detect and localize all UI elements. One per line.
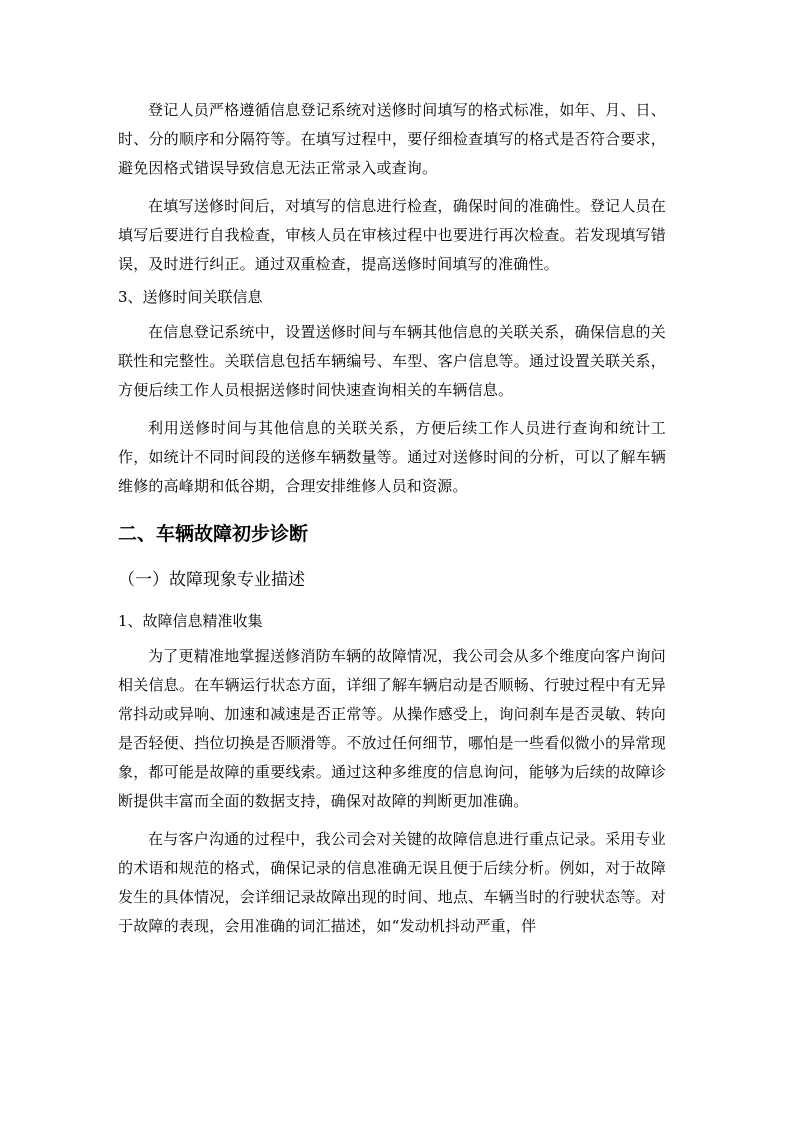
subsection-heading-fault-description: （一）故障现象专业描述 (118, 570, 305, 590)
paragraph-double-check: 在填写送修时间后，对填写的信息进行检查，确保时间的准确性。登记人员在填写后要进行自我检查，审核人员在审核过程中也要进行再次检查。若发现填写错误，及时进行纠正。通过双重检查，提高送修时间填写的准确性。 (118, 197, 666, 273)
paragraph-fault-recording: 在与客户沟通的过程中，我公司会对关键的故障信息进行重点记录。采用专业的术语和规范的格式，确保记录的信息准确无误且便于后续分析。例如，对于故障发生的具体情况，会详细记录故障出现的时间、地点、车辆当时的行驶状态等。对于故障的表现，会用准确的词汇描述，如“发动机抖动严重，伴 (118, 830, 666, 935)
paragraph-fault-inquiry: 为了更精准地掌握送修消防车辆的故障情况，我公司会从多个维度向客户询问相关信息。在车辆运行状态方面，详细了解车辆启动是否顺畅、行驶过程中有无异常抖动或异响、加速和减速是否正常等。从操作感受上，询问刹车是否灵敏、转向是否轻便、挡位切换是否顺滑等。不放过任何细节，哪怕是一些看似微小的异常现象，都可能是故障的重要线索。通过这种多维度的信息询问，能够为后续的故障诊断提供丰富而全面的数据支持，确保对故障的判断更加准确。 (118, 647, 666, 810)
paragraph-relation-setup: 在信息登记系统中，设置送修时间与车辆其他信息的关联关系，确保信息的关联性和完整性。关联信息包括车辆编号、车型、客户信息等。通过设置关联关系，方便后续工作人员根据送修时间快速查询相关的车辆信息。 (118, 323, 666, 399)
subheading-related-info: 3、送修时间关联信息 (118, 288, 263, 306)
section-heading-fault-diagnosis: 二、车辆故障初步诊断 (118, 523, 309, 545)
subheading-fault-info-collection: 1、故障信息精准收集 (118, 612, 263, 630)
document-body (118, 96, 666, 941)
paragraph-relation-analysis: 利用送修时间与其他信息的关联关系，方便后续工作人员进行查询和统计工作，如统计不同时间段的送修车辆数量等。通过对送修时间的分析，可以了解车辆维修的高峰期和低谷期，合理安排维修人员和资源。 (118, 419, 666, 495)
paragraph-format-standard: 登记人员严格遵循信息登记系统对送修时间填写的格式标准，如年、月、日、时、分的顺序和分隔符等。在填写过程中，要仔细检查填写的格式是否符合要求，避免因格式错误导致信息无法正常录入或查询。 (118, 101, 666, 177)
